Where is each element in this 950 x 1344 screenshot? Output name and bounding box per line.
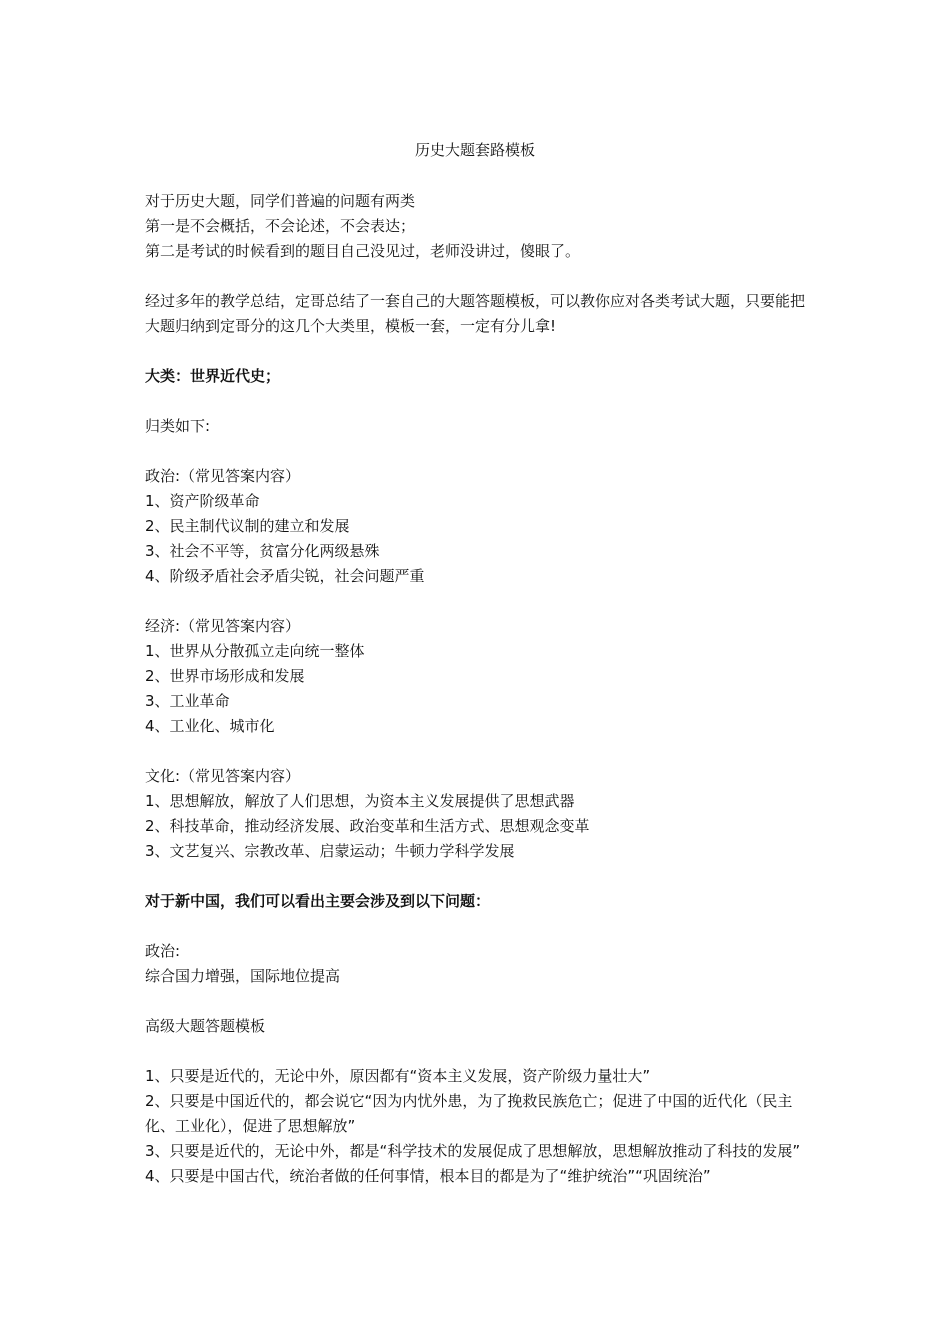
list-item: 3、文艺复兴、宗教改革、启蒙运动；牛顿力学科学发展 bbox=[145, 842, 515, 860]
list-item: 1、思想解放，解放了人们思想，为资本主义发展提供了思想武器 bbox=[145, 792, 575, 810]
advanced-item: 4、只要是中国古代，统治者做的任何事情，根本目的都是为了“维护统治”“巩固统治” bbox=[145, 1167, 711, 1185]
spacer bbox=[145, 589, 805, 614]
list-item: 1、世界从分散孤立走向统一整体 bbox=[145, 642, 365, 660]
spacer bbox=[145, 739, 805, 764]
advanced-item: 1、只要是近代的，无论中外，原因都有“资本主义发展，资产阶级力量壮大” bbox=[145, 1067, 651, 1085]
new-china-politics-item: 综合国力增强，国际地位提高 bbox=[145, 967, 341, 985]
spacer bbox=[145, 1039, 805, 1064]
list-item: 4、工业化、城市化 bbox=[145, 717, 275, 735]
list-item: 4、阶级矛盾社会矛盾尖锐，社会问题严重 bbox=[145, 567, 425, 585]
document-body bbox=[145, 189, 805, 1189]
classify-label: 归类如下: bbox=[145, 417, 211, 435]
list-item: 2、民主制代议制的建立和发展 bbox=[145, 517, 350, 535]
new-china-heading: 对于新中国，我们可以看出主要会涉及到以下问题： bbox=[145, 892, 491, 910]
intro-line: 对于历史大题，同学们普遍的问题有两类 bbox=[145, 192, 416, 210]
intro-line: 第二是考试的时候看到的题目自己没见过，老师没讲过，傻眼了。 bbox=[145, 242, 581, 260]
new-china-politics-label: 政治: bbox=[145, 942, 181, 960]
category-heading: 大类：世界近代史； bbox=[145, 367, 281, 385]
list-item: 1、资产阶级革命 bbox=[145, 492, 260, 510]
economy-heading: 经济:（常见答案内容） bbox=[145, 617, 301, 635]
culture-heading: 文化:（常见答案内容） bbox=[145, 767, 301, 785]
list-item: 3、工业革命 bbox=[145, 692, 230, 710]
spacer bbox=[145, 439, 805, 464]
summary-paragraph: 经过多年的教学总结，定哥总结了一套自己的大题答题模板，可以教你应对各类考试大题，只要能把大题归纳到定哥分的这几个大类里，模板一套，一定有分儿拿! bbox=[145, 292, 806, 335]
politics-heading: 政治:（常见答案内容） bbox=[145, 467, 301, 485]
spacer bbox=[145, 989, 805, 1014]
spacer bbox=[145, 264, 805, 289]
spacer bbox=[145, 864, 805, 889]
spacer bbox=[145, 914, 805, 939]
list-item: 3、社会不平等，贫富分化两级悬殊 bbox=[145, 542, 380, 560]
advanced-item: 3、只要是近代的，无论中外，都是“科学技术的发展促成了思想解放，思想解放推动了科技的发展” bbox=[145, 1142, 801, 1160]
advanced-item: 2、只要是中国近代的，都会说它“因为内忧外患，为了挽救民族危亡；促进了中国的近代化（民主化、工业化），促进了思想解放” bbox=[145, 1092, 793, 1135]
spacer bbox=[145, 389, 805, 414]
page-title: 历史大题套路模板 bbox=[414, 141, 535, 159]
spacer bbox=[145, 339, 805, 364]
intro-line: 第一是不会概括，不会论述，不会表达； bbox=[145, 217, 416, 235]
list-item: 2、科技革命，推动经济发展、政治变革和生活方式、思想观念变革 bbox=[145, 817, 590, 835]
advanced-heading: 高级大题答题模板 bbox=[145, 1017, 266, 1035]
list-item: 2、世界市场形成和发展 bbox=[145, 667, 305, 685]
